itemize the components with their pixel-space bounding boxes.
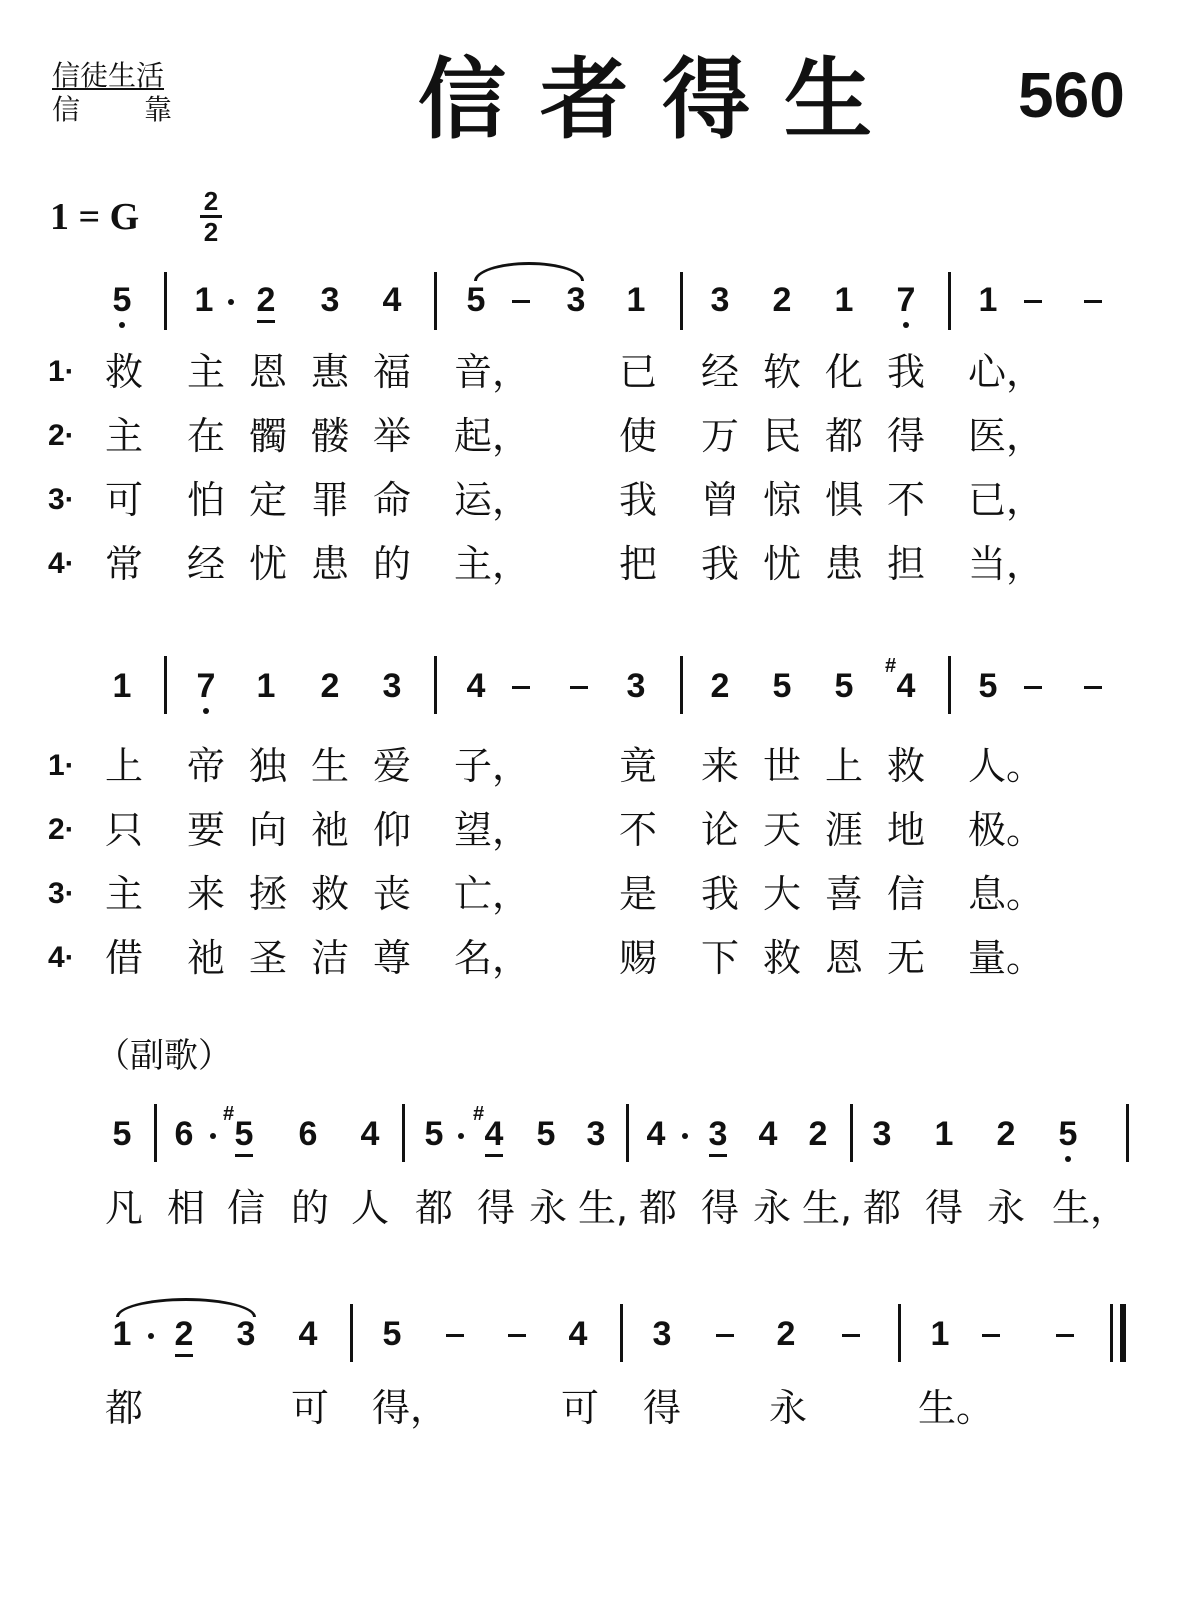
lyric-syllable: 世	[762, 744, 801, 788]
note: 5	[536, 1115, 556, 1153]
note: 3	[626, 667, 646, 705]
augmentation-dot	[458, 1133, 464, 1139]
note: # 4	[479, 1114, 509, 1154]
lyric-syllable: 髅	[310, 414, 349, 458]
augmentation-dot	[682, 1133, 688, 1139]
note: 5	[424, 1115, 444, 1153]
verse-number: 2·	[48, 813, 75, 846]
barline	[680, 656, 683, 714]
lyric-syllable: 髑	[248, 414, 287, 458]
lyric-syllable: 都	[824, 414, 863, 458]
note: 5	[834, 667, 854, 705]
lyric-syllable: 借	[104, 936, 143, 980]
lyric-syllable: 音，	[454, 350, 531, 394]
lyric-syllable: 得	[700, 1186, 739, 1230]
note: 1	[934, 1115, 954, 1153]
lyric-syllable: 运，	[454, 478, 531, 522]
verse-number: 1·	[48, 749, 75, 782]
lyric-syllable: 恩	[248, 350, 287, 394]
lyric-syllable: 得	[642, 1386, 681, 1430]
lyric-syllable: 民	[762, 414, 801, 458]
lyric-syllable: 救	[886, 744, 925, 788]
dash	[842, 1334, 860, 1337]
barline	[850, 1104, 853, 1162]
lyric-syllable: 爱	[372, 744, 411, 788]
lyric-syllable: 都	[414, 1186, 453, 1230]
lyric-syllable: 论	[700, 808, 739, 852]
lyric-syllable: 软	[762, 350, 801, 394]
sharp-sign: #	[223, 1103, 235, 1125]
lyric-syllable: 救	[762, 936, 801, 980]
dash	[1024, 300, 1042, 303]
note: 5	[112, 1115, 132, 1153]
verse-number: 3·	[48, 483, 75, 516]
lyric-syllable: 地	[886, 808, 925, 852]
lyric-syllable: 来	[700, 744, 739, 788]
subcategory-char-1: 信	[52, 93, 81, 126]
note: 5	[1053, 1114, 1083, 1154]
lyric-syllable: 我	[700, 872, 739, 916]
note: 4	[646, 1115, 666, 1153]
lyric-syllable: 我	[700, 542, 739, 586]
note: 2	[776, 1315, 796, 1353]
lyric-syllable: 永	[986, 1186, 1025, 1230]
lyric-syllable: 向	[248, 808, 287, 852]
note: 3	[382, 667, 402, 705]
dash	[446, 1334, 464, 1337]
note: 3	[236, 1315, 256, 1353]
lyric-syllable: 只	[104, 808, 143, 852]
verse-number: 2·	[48, 419, 75, 452]
note: 4	[466, 667, 486, 705]
lyric-syllable: 主	[104, 872, 143, 916]
lyric-syllable: 永	[752, 1186, 791, 1230]
lyric-syllable: 天	[762, 808, 801, 852]
lyric-syllable: 惧	[824, 478, 863, 522]
lyric-syllable: 量。	[968, 936, 1045, 980]
dash	[982, 1334, 1000, 1337]
lyric-syllable: 不	[618, 808, 657, 852]
note: 3	[872, 1115, 892, 1153]
barline	[948, 272, 951, 330]
lyric-syllable: 万	[700, 414, 739, 458]
lyric-syllable: 凡	[104, 1186, 143, 1230]
lyric-syllable: 已	[618, 350, 657, 394]
note: 1	[256, 667, 276, 705]
lyric-syllable: 要	[186, 808, 225, 852]
note: 3	[586, 1115, 606, 1153]
note: 2	[169, 1314, 199, 1354]
lyric-syllable: 患	[824, 542, 863, 586]
lyric-syllable: 在	[186, 414, 225, 458]
lyric-syllable: 竟	[618, 744, 657, 788]
lyric-syllable: 的	[372, 542, 411, 586]
lyric-syllable: 生	[310, 744, 349, 788]
lyric-syllable: 得	[924, 1186, 963, 1230]
time-signature	[198, 187, 224, 246]
lyric-syllable: 使	[618, 414, 657, 458]
lyric-syllable: 当，	[968, 542, 1045, 586]
lyric-syllable: 担	[886, 542, 925, 586]
lyric-syllable: 可	[104, 478, 143, 522]
lyric-syllable: 惊	[762, 478, 801, 522]
note: 3	[703, 1114, 733, 1154]
barline	[1126, 1104, 1129, 1162]
lyric-syllable: 忧	[762, 542, 801, 586]
barline	[434, 656, 437, 714]
lyric-syllable: 喜	[824, 872, 863, 916]
subcategory-label	[52, 93, 173, 126]
lyric-syllable: 把	[618, 542, 657, 586]
dash	[716, 1334, 734, 1337]
dash	[1084, 300, 1102, 303]
note: 5	[107, 280, 137, 320]
barline	[434, 272, 437, 330]
note: # 4	[885, 655, 916, 705]
lyric-syllable: 常	[104, 542, 143, 586]
lyric-syllable: 都	[104, 1386, 143, 1430]
dash	[1024, 686, 1042, 689]
lyric-syllable: 救	[104, 350, 143, 394]
note: 4	[298, 1315, 318, 1353]
page-title: 信者得生	[418, 48, 907, 151]
note: 3	[566, 281, 586, 319]
note: 1	[112, 667, 132, 705]
barline	[620, 1304, 623, 1362]
note: 1	[834, 281, 854, 319]
lyric-syllable: 的	[290, 1186, 329, 1230]
lyric-syllable: 丧	[372, 872, 411, 916]
barline	[680, 272, 683, 330]
lyric-syllable: 我	[618, 478, 657, 522]
lyric-syllable: 医，	[968, 414, 1045, 458]
lyric-syllable: 信	[226, 1186, 265, 1230]
lyric-syllable: 得，	[372, 1386, 449, 1430]
barline	[948, 656, 951, 714]
lyric-syllable: 曾	[700, 478, 739, 522]
refrain-label: （副歌）	[96, 1036, 232, 1076]
note: 4	[568, 1315, 588, 1353]
lyric-syllable: 亡，	[454, 872, 531, 916]
time-sig-top: 2	[203, 186, 219, 216]
lyric-syllable: 生，	[1052, 1186, 1129, 1230]
lyric-syllable: 福	[372, 350, 411, 394]
lyric-syllable: 涯	[824, 808, 863, 852]
category-label: 信徒生活	[52, 59, 165, 92]
hymn-number: 560	[1018, 59, 1125, 131]
note: 4	[758, 1115, 778, 1153]
note: 4	[360, 1115, 380, 1153]
key-signature: 1 = G	[50, 196, 140, 238]
lyric-syllable: 患	[310, 542, 349, 586]
barline	[164, 656, 167, 714]
dash	[508, 1334, 526, 1337]
lyric-syllable: 可	[290, 1386, 329, 1430]
augmentation-dot	[228, 299, 234, 305]
lyric-syllable: 永	[528, 1186, 567, 1230]
lyric-syllable: 是	[618, 872, 657, 916]
note: 1	[930, 1315, 950, 1353]
lyric-syllable: 都	[862, 1186, 901, 1230]
barline	[626, 1104, 629, 1162]
augmentation-dot	[210, 1133, 216, 1139]
note: 1	[626, 281, 646, 319]
note: 2	[772, 281, 792, 319]
dash	[512, 686, 530, 689]
lyric-syllable: 化	[824, 350, 863, 394]
note: 1	[978, 281, 998, 319]
lyric-syllable: 相	[166, 1186, 205, 1230]
lyric-syllable: 拯	[248, 872, 287, 916]
lyric-syllable: 主，	[454, 542, 531, 586]
lyric-syllable: 恩	[824, 936, 863, 980]
lyric-syllable: 定	[248, 478, 287, 522]
final-barline-thick	[1120, 1304, 1126, 1362]
lyric-syllable: 惠	[310, 350, 349, 394]
dash	[570, 686, 588, 689]
lyric-syllable: 上	[824, 744, 863, 788]
lyric-syllable: 赐	[618, 936, 657, 980]
lyric-syllable: 得	[476, 1186, 515, 1230]
lyric-syllable: 不	[886, 478, 925, 522]
final-barline-thin	[1110, 1304, 1113, 1362]
note: 6	[174, 1115, 194, 1153]
lyric-syllable: 信	[886, 872, 925, 916]
lyric-syllable: 救	[310, 872, 349, 916]
note: 5	[772, 667, 792, 705]
note: 4	[382, 281, 402, 319]
lyric-syllable: 息。	[968, 872, 1045, 916]
sharp-sign: #	[885, 655, 897, 677]
lyric-syllable: 大	[762, 872, 801, 916]
lyric-syllable: 经	[186, 542, 225, 586]
lyric-syllable: 怕	[186, 478, 225, 522]
note: 3	[652, 1315, 672, 1353]
lyric-syllable: 命	[372, 478, 411, 522]
note: 5	[466, 281, 486, 319]
augmentation-dot	[148, 1333, 154, 1339]
lyric-syllable: 望，	[454, 808, 531, 852]
lyric-syllable: 祂	[186, 936, 225, 980]
barline	[402, 1104, 405, 1162]
lyric-syllable: 无	[886, 936, 925, 980]
dash	[512, 300, 530, 303]
sharp-sign: #	[473, 1103, 485, 1125]
lyric-syllable: 人	[350, 1186, 389, 1230]
verse-number: 4·	[48, 547, 75, 580]
barline	[898, 1304, 901, 1362]
dash	[1056, 1334, 1074, 1337]
lyric-syllable: 帝	[186, 744, 225, 788]
lyric-syllable: 独	[248, 744, 287, 788]
lyric-syllable: 心，	[968, 350, 1045, 394]
lyric-syllable: 生,	[578, 1186, 629, 1230]
verse-number: 3·	[48, 877, 75, 910]
lyric-syllable: 生,	[802, 1186, 853, 1230]
lyric-syllable: 已，	[968, 478, 1045, 522]
barline	[350, 1304, 353, 1362]
barline	[154, 1104, 157, 1162]
lyric-syllable: 来	[186, 872, 225, 916]
note: 1	[194, 281, 214, 319]
lyric-syllable: 都	[638, 1186, 677, 1230]
lyric-syllable: 得	[886, 414, 925, 458]
lyric-syllable: 主	[104, 414, 143, 458]
lyric-syllable: 下	[700, 936, 739, 980]
lyric-syllable: 永	[768, 1386, 807, 1430]
time-sig-bottom: 2	[203, 217, 219, 247]
note: 2	[996, 1115, 1016, 1153]
note: 5	[978, 667, 998, 705]
lyric-syllable: 尊	[372, 936, 411, 980]
lyric-syllable: 起，	[454, 414, 531, 458]
lyric-syllable: 人。	[968, 744, 1045, 788]
note: 2	[808, 1115, 828, 1153]
note: # 5	[229, 1114, 259, 1154]
lyric-syllable: 罪	[310, 478, 349, 522]
subcategory-char-2: 靠	[144, 93, 173, 126]
note: 7	[891, 280, 921, 320]
lyric-syllable: 可	[560, 1386, 599, 1430]
lyric-syllable: 忧	[248, 542, 287, 586]
dash	[1084, 686, 1102, 689]
lyric-syllable: 圣	[248, 936, 287, 980]
note: 2	[251, 280, 281, 320]
note: 6	[298, 1115, 318, 1153]
note: 2	[710, 667, 730, 705]
note: 7	[191, 666, 221, 706]
lyric-syllable: 祂	[310, 808, 349, 852]
note: 1	[112, 1315, 132, 1353]
lyric-syllable: 洁	[310, 936, 349, 980]
note: 5	[382, 1315, 402, 1353]
lyric-syllable: 我	[886, 350, 925, 394]
tie	[474, 262, 584, 281]
note: 3	[710, 281, 730, 319]
lyric-syllable: 极。	[968, 808, 1045, 852]
note: 3	[320, 281, 340, 319]
lyric-syllable: 仰	[372, 808, 411, 852]
lyric-syllable: 子，	[454, 744, 531, 788]
verse-number: 4·	[48, 941, 75, 974]
lyric-syllable: 经	[700, 350, 739, 394]
lyric-syllable: 主	[186, 350, 225, 394]
lyric-syllable: 名，	[454, 936, 531, 980]
lyric-syllable: 上	[104, 744, 143, 788]
lyric-syllable: 举	[372, 414, 411, 458]
barline	[164, 272, 167, 330]
note: 2	[320, 667, 340, 705]
verse-number: 1·	[48, 355, 75, 388]
lyric-syllable: 生。	[918, 1386, 995, 1430]
